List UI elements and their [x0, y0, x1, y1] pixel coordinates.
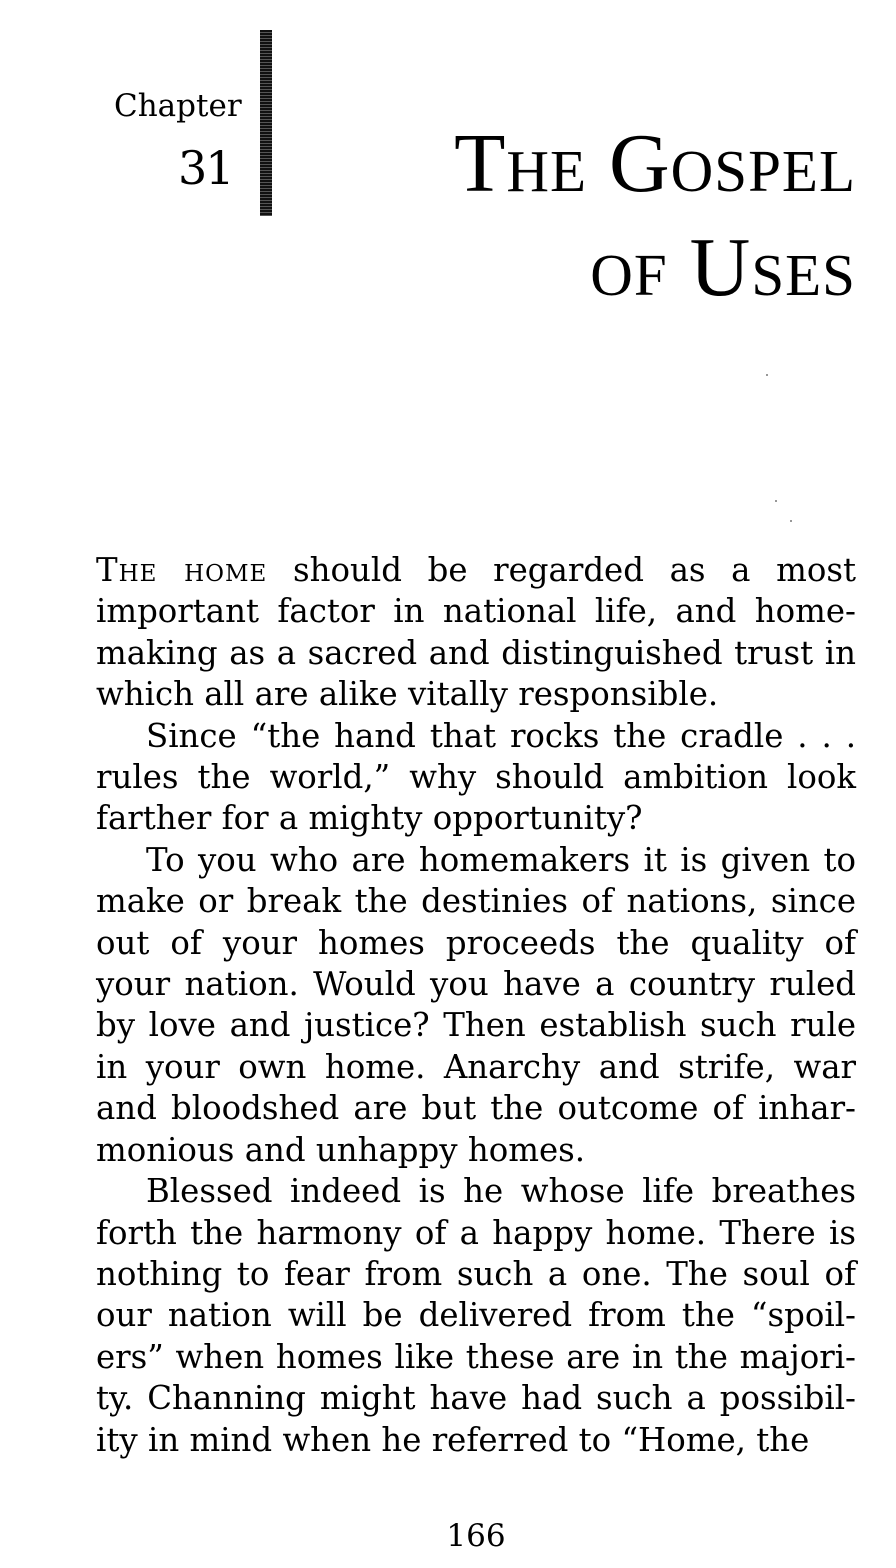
paragraph-1-text: should be regarded as a most important factor in national life, and home-making as a sacred and distinguished trust in which all are alike vitally responsible. — [96, 551, 856, 714]
print-speck — [790, 520, 792, 522]
chapter-label: Chapter — [114, 88, 242, 124]
page-number: 166 — [446, 1518, 506, 1554]
print-speck — [775, 500, 777, 502]
chapter-number: 31 — [178, 141, 233, 195]
chapter-title-line-2: of Uses — [590, 221, 856, 314]
chapter-divider-bar — [260, 30, 272, 216]
print-speck — [766, 374, 768, 376]
paragraph-3: To you who are homemakers it is given to make or break the destinies of nations, since out of your homes proceeds the quality of your nation. Would you have a country ruled by love and justice? Then establish such rule in your own home. Anarchy and strife, war and bloodshed are but the outcome of inhar-monious and unhappy homes. — [96, 840, 856, 1169]
paragraph-1 — [96, 550, 856, 716]
chapter-title-line-1: The Gospel — [454, 117, 856, 210]
paragraph-4: Blessed indeed is he whose life breathes forth the harmony of a happy home. There is nothing to fear from such a one. The soul of our nation will be delivered from the “spoil-ers” when homes like these are in the majori-ty. Channing might have had such a possibil-ity in mind when he referred to “Home, the — [96, 1172, 856, 1459]
body-text — [96, 550, 856, 1461]
chapter-title — [454, 112, 856, 320]
paragraph-1-lead: The home — [96, 551, 268, 589]
paragraph-2: Since “the hand that rocks the cradle . . . rules the world,” why should ambition look farther for a mighty opportunity? — [96, 716, 856, 838]
